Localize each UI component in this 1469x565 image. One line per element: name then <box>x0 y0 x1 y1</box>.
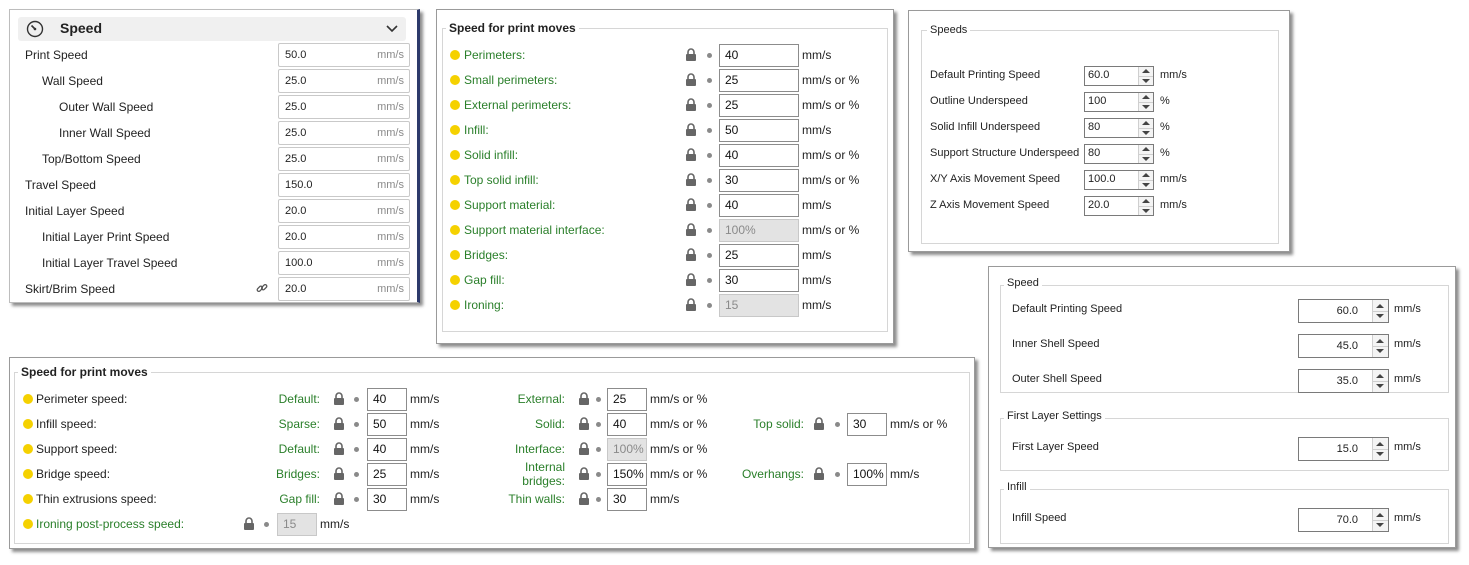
spin-arrows-icon[interactable] <box>1138 171 1153 189</box>
speed-input[interactable]: 100% <box>607 438 647 461</box>
cura-input[interactable]: 20.0 mm/s <box>278 277 410 301</box>
spin-down-icon[interactable] <box>1142 105 1150 109</box>
default-value-dot-icon[interactable] <box>354 422 359 427</box>
unit-label: mm/s <box>1394 512 1421 524</box>
default-value-dot-icon[interactable] <box>707 278 712 283</box>
speed-input[interactable]: 30 <box>367 488 407 511</box>
row-label: Bridge speed: <box>36 467 111 481</box>
unit-label: mm/s <box>802 248 832 262</box>
lock-icon[interactable] <box>578 392 590 405</box>
speed-input[interactable]: 25 <box>719 69 799 92</box>
cura-label: Initial Layer Print Speed <box>42 230 170 244</box>
lock-icon[interactable] <box>685 98 697 111</box>
unit-label: mm/s <box>1160 69 1187 81</box>
setting-label: X/Y Axis Movement Speed <box>930 173 1061 185</box>
cell-label: Bridges: <box>275 467 320 481</box>
setting-label: Outline Underspeed <box>930 95 1028 107</box>
setting-label: Solid Infill Underspeed <box>930 121 1041 133</box>
unit-label: mm/s or % <box>650 442 708 456</box>
unit-label: mm/s <box>410 392 440 406</box>
default-value-dot-icon[interactable] <box>354 472 359 477</box>
speed-input[interactable]: 40 <box>607 413 647 436</box>
prusaslicer-speed-panel <box>436 9 894 344</box>
cura-label: Wall Speed <box>42 74 103 88</box>
cura-input[interactable]: 20.0 mm/s <box>278 199 410 223</box>
superslicer-speed-panel <box>9 357 975 549</box>
cura-label: Initial Layer Travel Speed <box>42 256 178 270</box>
cura-label: Travel Speed <box>25 178 96 192</box>
setting-label: Ironing: <box>464 298 505 312</box>
cura-speed-panel <box>9 9 420 303</box>
mode-dot-icon <box>23 444 33 454</box>
speedometer-icon <box>26 20 44 38</box>
row-label: Perimeter speed: <box>36 392 128 406</box>
speed-input[interactable]: 25 <box>719 94 799 117</box>
unit-label: mm/s <box>1394 338 1421 350</box>
mode-dot-icon <box>450 50 460 60</box>
default-value-dot-icon[interactable] <box>264 522 269 527</box>
default-value-dot-icon[interactable] <box>707 78 712 83</box>
cura-label: Print Speed <box>25 48 88 62</box>
default-value-dot-icon[interactable] <box>707 153 712 158</box>
cura-section-title: Speed <box>60 20 103 36</box>
default-value-dot-icon[interactable] <box>707 253 712 258</box>
spin-down-icon[interactable] <box>1376 384 1384 388</box>
lock-icon[interactable] <box>685 223 697 236</box>
lock-icon[interactable] <box>578 492 590 505</box>
unit-label: mm/s <box>410 467 440 481</box>
setting-label: Gap fill: <box>464 273 505 287</box>
cell-label: Solid: <box>534 417 565 431</box>
cura-input[interactable]: 25.0 mm/s <box>278 121 410 145</box>
default-value-dot-icon[interactable] <box>707 178 712 183</box>
spin-down-icon[interactable] <box>1376 523 1384 527</box>
spin-up-icon[interactable] <box>1142 173 1150 177</box>
default-value-dot-icon[interactable] <box>354 497 359 502</box>
mode-dot-icon <box>23 394 33 404</box>
mode-dot-icon <box>23 419 33 429</box>
setting-label: Top solid infill: <box>464 173 539 187</box>
cura-input[interactable]: 20.0 mm/s <box>278 225 410 249</box>
cell-label: Default: <box>278 442 320 456</box>
default-value-dot-icon[interactable] <box>596 422 601 427</box>
spinbox-value: 35.0 <box>1336 375 1358 387</box>
setting-label: Support material: <box>464 198 556 212</box>
divider <box>1139 102 1153 103</box>
mode-dot-icon <box>450 200 460 210</box>
setting-label: Support material interface: <box>464 223 605 237</box>
setting-label: Z Axis Movement Speed <box>930 199 1050 211</box>
unit-label: mm/s <box>1394 303 1421 315</box>
spin-up-icon[interactable] <box>1142 147 1150 151</box>
setting-label: Perimeters: <box>464 48 526 62</box>
spin-arrows-icon[interactable] <box>1372 370 1388 392</box>
spin-up-icon[interactable] <box>1376 513 1384 517</box>
unit-label: mm/s <box>802 273 832 287</box>
lock-icon[interactable] <box>813 417 825 430</box>
speed-input[interactable]: 40 <box>367 438 407 461</box>
unit-label: mm/s <box>1160 173 1187 185</box>
spin-arrows-icon[interactable] <box>1138 145 1153 163</box>
spinbox-value: 100 <box>1088 95 1107 107</box>
default-value-dot-icon[interactable] <box>835 472 840 477</box>
speed-spinbox[interactable] <box>1298 334 1389 358</box>
speed-spinbox[interactable] <box>1084 118 1154 138</box>
spin-down-icon[interactable] <box>1376 314 1384 318</box>
speed-input[interactable]: 100% <box>719 219 799 242</box>
mode-dot-icon <box>450 75 460 85</box>
speed-input[interactable]: 40 <box>367 388 407 411</box>
cell-label: Top solid: <box>753 417 804 431</box>
row-label: Support speed: <box>36 442 118 456</box>
unit-label: mm/s <box>1394 373 1421 385</box>
spin-down-icon[interactable] <box>1142 79 1150 83</box>
lock-icon[interactable] <box>685 148 697 161</box>
setting-label: External perimeters: <box>464 98 572 112</box>
cell-label: Sparse: <box>278 417 320 431</box>
divider <box>1373 381 1388 382</box>
lock-icon[interactable] <box>578 467 590 480</box>
spin-down-icon[interactable] <box>1142 209 1150 213</box>
speed-input[interactable]: 25 <box>367 463 407 486</box>
default-value-dot-icon[interactable] <box>707 103 712 108</box>
spin-up-icon[interactable] <box>1376 304 1384 308</box>
cell-label-line1: Internal <box>524 460 565 474</box>
spin-up-icon[interactable] <box>1142 199 1150 203</box>
unit-label: mm/s <box>320 517 350 531</box>
spinbox-value: 80 <box>1088 121 1101 133</box>
spin-arrows-icon[interactable] <box>1372 300 1388 322</box>
spin-up-icon[interactable] <box>1142 95 1150 99</box>
cell-label: External: <box>517 392 565 406</box>
default-value-dot-icon[interactable] <box>596 397 601 402</box>
unit-label: mm/s <box>1394 441 1421 453</box>
default-value-dot-icon[interactable] <box>835 422 840 427</box>
groupbox-title: Speeds <box>927 24 970 36</box>
divider <box>1373 520 1388 521</box>
cura-label: Top/Bottom Speed <box>42 152 141 166</box>
speed-input[interactable]: 50 <box>719 119 799 142</box>
chevron-down-icon[interactable] <box>386 24 398 34</box>
spin-down-icon[interactable] <box>1376 349 1384 353</box>
spinbox-value: 15.0 <box>1336 443 1358 455</box>
setting-label: Default Printing Speed <box>1012 303 1123 315</box>
setting-label: Infill Speed <box>1012 512 1067 524</box>
speed-input[interactable]: 15 <box>719 294 799 317</box>
unit-label: mm/s or % <box>802 98 860 112</box>
spin-up-icon[interactable] <box>1376 374 1384 378</box>
speed-spinbox[interactable] <box>1298 437 1389 461</box>
speed-input[interactable]: 25 <box>607 388 647 411</box>
cura-input[interactable]: 25.0 mm/s <box>278 147 410 171</box>
unit-label: mm/s or % <box>890 417 948 431</box>
cura-label: Inner Wall Speed <box>59 126 151 140</box>
divider <box>1139 180 1153 181</box>
lock-icon[interactable] <box>243 517 255 530</box>
spinbox-value: 80 <box>1088 147 1101 159</box>
unit-label: mm/s or % <box>802 73 860 87</box>
setting-label: Inner Shell Speed <box>1012 338 1100 350</box>
speed-input[interactable]: 15 <box>277 513 317 536</box>
spin-up-icon[interactable] <box>1376 339 1384 343</box>
cell-label: Default: <box>278 392 320 406</box>
speed-input[interactable]: 40 <box>719 144 799 167</box>
cell-label: Interface: <box>514 442 565 456</box>
divider <box>1373 449 1388 450</box>
cura-section-header[interactable] <box>18 17 406 41</box>
divider <box>1139 154 1153 155</box>
spinbox-value: 20.0 <box>1088 199 1110 211</box>
speed-spinbox[interactable] <box>1084 66 1154 86</box>
groupbox-title: Speed for print moves <box>446 21 579 35</box>
spin-arrows-icon[interactable] <box>1372 438 1388 460</box>
speed-spinbox[interactable] <box>1084 144 1154 164</box>
cura-label: Skirt/Brim Speed <box>25 282 116 296</box>
unit-label: mm/s or % <box>802 173 860 187</box>
default-value-dot-icon[interactable] <box>707 128 712 133</box>
spin-up-icon[interactable] <box>1142 69 1150 73</box>
row-label: Thin extrusions speed: <box>36 492 157 506</box>
default-value-dot-icon[interactable] <box>707 303 712 308</box>
cura-label: Initial Layer Speed <box>25 204 125 218</box>
spin-down-icon[interactable] <box>1376 452 1384 456</box>
default-value-dot-icon[interactable] <box>707 53 712 58</box>
divider <box>1139 128 1153 129</box>
default-value-dot-icon[interactable] <box>354 447 359 452</box>
mode-dot-icon <box>450 150 460 160</box>
lock-icon[interactable] <box>333 417 345 430</box>
lock-icon[interactable] <box>685 48 697 61</box>
divider <box>1139 76 1153 77</box>
groupbox-title: Infill <box>1004 481 1030 493</box>
lock-icon[interactable] <box>685 298 697 311</box>
lock-icon[interactable] <box>333 467 345 480</box>
speed-input[interactable]: 150% <box>607 463 647 486</box>
cura-input[interactable]: 25.0 mm/s <box>278 95 410 119</box>
spinbox-value: 60.0 <box>1088 69 1110 81</box>
cell-label-line2: bridges: <box>522 474 565 488</box>
unit-label: mm/s or % <box>802 148 860 162</box>
spin-arrows-icon[interactable] <box>1372 335 1388 357</box>
unit-label: mm/s <box>1160 199 1187 211</box>
simplify3d-speeds-panel <box>908 10 1290 252</box>
spin-up-icon[interactable] <box>1142 121 1150 125</box>
lock-icon[interactable] <box>578 442 590 455</box>
spin-arrows-icon[interactable] <box>1372 509 1388 531</box>
mode-dot-icon <box>450 100 460 110</box>
divider <box>1139 206 1153 207</box>
cell-label: Overhangs: <box>741 467 804 481</box>
spin-arrows-icon[interactable] <box>1138 119 1153 137</box>
speed-input[interactable]: 40 <box>719 44 799 67</box>
row-label: Ironing post-process speed: <box>36 517 185 531</box>
mode-dot-icon <box>450 300 460 310</box>
mode-dot-icon <box>450 175 460 185</box>
unit-label: mm/s <box>410 492 440 506</box>
speed-input[interactable]: 30 <box>719 269 799 292</box>
unit-label: mm/s or % <box>650 417 708 431</box>
mode-dot-icon <box>23 519 33 529</box>
unit-label: mm/s <box>410 442 440 456</box>
groupbox-title: Speed <box>1004 277 1042 289</box>
speed-spinbox[interactable] <box>1084 92 1154 112</box>
row-label: Infill speed: <box>36 417 97 431</box>
setting-label: Solid infill: <box>464 148 519 162</box>
mode-dot-icon <box>23 494 33 504</box>
unit-label: % <box>1160 147 1170 159</box>
divider <box>1373 311 1388 312</box>
unit-label: mm/s <box>802 48 832 62</box>
speed-input[interactable]: 50 <box>367 413 407 436</box>
lock-icon[interactable] <box>685 198 697 211</box>
speed-input[interactable]: 30 <box>719 169 799 192</box>
unit-label: mm/s or % <box>650 392 708 406</box>
divider <box>1373 346 1388 347</box>
unit-label: mm/s <box>802 198 832 212</box>
default-value-dot-icon[interactable] <box>707 203 712 208</box>
speed-input[interactable]: 100% <box>847 463 887 486</box>
spinbox-value: 100.0 <box>1088 173 1116 185</box>
speed-spinbox[interactable] <box>1298 299 1389 323</box>
cell-label: Gap fill: <box>279 492 320 506</box>
spin-arrows-icon[interactable] <box>1138 93 1153 111</box>
lock-icon[interactable] <box>333 492 345 505</box>
spin-up-icon[interactable] <box>1376 442 1384 446</box>
unit-label: % <box>1160 121 1170 133</box>
cura-label: Outer Wall Speed <box>59 100 154 114</box>
speed-spinbox[interactable] <box>1084 170 1154 190</box>
spin-arrows-icon[interactable] <box>1138 197 1153 215</box>
spinbox-value: 45.0 <box>1336 340 1358 352</box>
unit-label: mm/s <box>802 298 832 312</box>
default-value-dot-icon[interactable] <box>596 472 601 477</box>
cura-input[interactable]: 50.0 mm/s <box>278 43 410 67</box>
unit-label: mm/s <box>410 417 440 431</box>
spin-down-icon[interactable] <box>1142 131 1150 135</box>
spin-down-icon[interactable] <box>1142 157 1150 161</box>
lock-icon[interactable] <box>333 392 345 405</box>
unit-label: mm/s <box>890 467 920 481</box>
mode-dot-icon <box>23 469 33 479</box>
default-value-dot-icon[interactable] <box>707 228 712 233</box>
speed-input[interactable]: 25 <box>719 244 799 267</box>
mode-dot-icon <box>450 225 460 235</box>
speed-input[interactable]: 30 <box>847 413 887 436</box>
ideamaker-speed-panel <box>988 266 1456 548</box>
unit-label: mm/s or % <box>802 223 860 237</box>
groupbox-title: First Layer Settings <box>1004 410 1105 422</box>
setting-label: Support Structure Underspeed <box>930 147 1080 159</box>
spin-down-icon[interactable] <box>1142 183 1150 187</box>
lock-icon[interactable] <box>685 273 697 286</box>
lock-icon[interactable] <box>685 123 697 136</box>
mode-dot-icon <box>450 275 460 285</box>
mode-dot-icon <box>450 125 460 135</box>
unit-label: % <box>1160 95 1170 107</box>
speed-spinbox[interactable] <box>1298 369 1389 393</box>
spinbox-value: 60.0 <box>1336 305 1358 317</box>
lock-icon[interactable] <box>813 467 825 480</box>
lock-icon[interactable] <box>333 442 345 455</box>
lock-icon[interactable] <box>685 248 697 261</box>
unit-label: mm/s <box>802 123 832 137</box>
lock-icon[interactable] <box>578 417 590 430</box>
cell-label: Thin walls: <box>508 492 565 506</box>
setting-label: Bridges: <box>464 248 509 262</box>
speed-input[interactable]: 30 <box>607 488 647 511</box>
setting-label: Outer Shell Speed <box>1012 373 1102 385</box>
default-value-dot-icon[interactable] <box>596 497 601 502</box>
setting-label: Small perimeters: <box>464 73 558 87</box>
setting-label: Default Printing Speed <box>930 69 1041 81</box>
spinbox-value: 70.0 <box>1336 514 1358 526</box>
link-icon[interactable] <box>256 282 268 294</box>
spin-arrows-icon[interactable] <box>1138 67 1153 85</box>
default-value-dot-icon[interactable] <box>596 447 601 452</box>
cura-input[interactable]: 150.0 mm/s <box>278 173 410 197</box>
speed-spinbox[interactable] <box>1298 508 1389 532</box>
default-value-dot-icon[interactable] <box>354 397 359 402</box>
speed-spinbox[interactable] <box>1084 196 1154 216</box>
speed-input[interactable]: 40 <box>719 194 799 217</box>
groupbox-title: Speed for print moves <box>18 365 151 379</box>
mode-dot-icon <box>450 250 460 260</box>
unit-label: mm/s <box>650 492 680 506</box>
lock-icon[interactable] <box>685 73 697 86</box>
setting-label: First Layer Speed <box>1012 441 1099 453</box>
cura-input[interactable]: 100.0 mm/s <box>278 251 410 275</box>
cura-input[interactable]: 25.0 mm/s <box>278 69 410 93</box>
setting-label: Infill: <box>464 123 489 137</box>
unit-label: mm/s or % <box>650 467 708 481</box>
lock-icon[interactable] <box>685 173 697 186</box>
